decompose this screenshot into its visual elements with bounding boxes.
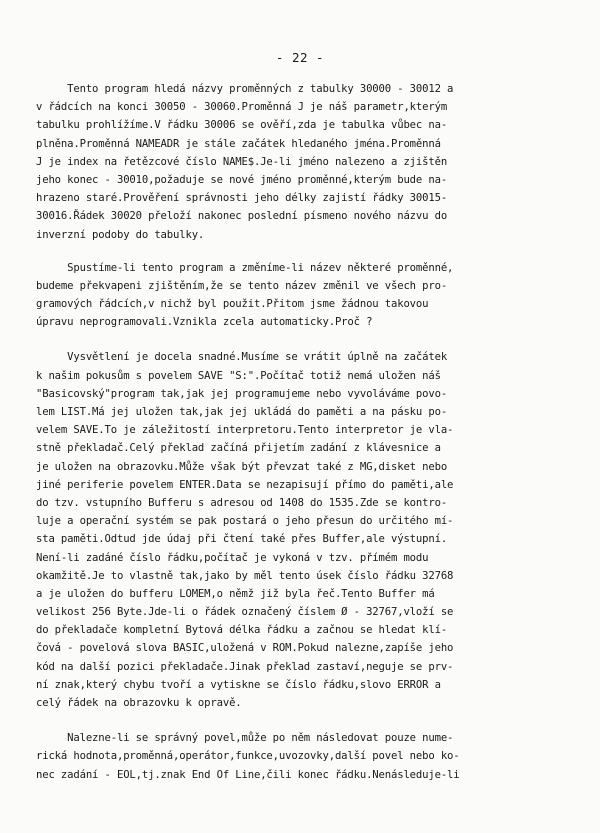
text-line: J je index na řetězcové číslo NAME$.Je-li jméno nalezeno a zjištěn xyxy=(36,155,448,168)
text-line: Nalezne-li se správný povel,může po něm následovat pouze nume- xyxy=(36,732,454,745)
text-line: je uložen na obrazovku.Může však být převzat také z MG,disket nebo xyxy=(36,460,448,473)
text-line: velem SAVE.To je záležitostí interpretoru.Tento interpretor je vla- xyxy=(36,424,454,437)
text-line: "Basicovský"program tak,jak jej programujeme nebo vyvoláváme povo- xyxy=(36,387,448,400)
paragraph-running-program xyxy=(36,259,576,332)
text-line: rická hodnota,proměnná,operátor,funkce,uvozovky,další povel nebo ko- xyxy=(36,750,460,763)
text-line: jiné periferie povelem ENTER.Data se nezapisují přímo do paměti,ale xyxy=(36,478,454,491)
text-line: 30016.Řádek 30020 přeloží nakonec poslední písmeno nového názvu do xyxy=(36,210,448,223)
text-line: plněna.Proměnná NAMEADR je stále začátek hledaného jména.Proměnná xyxy=(36,137,441,150)
body-text xyxy=(36,80,576,801)
text-line: a je uložen do bufferu LOMEM,o němž již byla řeč.Tento Buffer má xyxy=(36,587,435,600)
text-line: jeho konec - 30010,požaduje se nové jméno proměnné,kterým bude na- xyxy=(36,173,448,186)
text-line: inverzní podoby do tabulky. xyxy=(36,228,205,241)
text-line: Tento program hledá názvy proměnných z tabulky 30000 - 30012 a xyxy=(36,83,454,95)
text-line: gramových řádcích,v nichž byl použit.Přitom jsme žádnou takovou xyxy=(36,298,429,311)
text-line: tabulku prohlížíme.V řádku 30006 se ověří,zda je tabulka vůbec na- xyxy=(36,119,448,132)
text-line: Vysvětlení je docela snadné.Musíme se vrátit úplně na začátek xyxy=(36,351,448,364)
text-line: velikost 256 Byte.Jde-li o řádek označený číslem Ø - 32767,vloží se xyxy=(36,606,454,619)
text-line: lem LIST.Má jej uložen tak,jak jej ukládá do paměti a na pásku po- xyxy=(36,406,448,418)
text-line: kód na další pozici překladače.Jinak překlad zastaví,neguje se prv- xyxy=(36,660,454,673)
text-line: sta paměti.Odtud jde údaj při čtení také přes Buffer,ale výstupní. xyxy=(36,533,448,546)
text-line: okamžitě.Je to vlastně tak,jako by měl tento úsek číslo řádku 32768 xyxy=(36,569,454,582)
paragraph-explanation xyxy=(36,348,576,712)
text-line: k našim pokusům s povelem SAVE "S:".Počítač totiž nemá uložen náš xyxy=(36,369,441,382)
text-line: do tzv. vstupního Bufferu s adresou od 1408 do 1535.Zde se kontro- xyxy=(36,496,448,509)
paragraph-command-rules xyxy=(36,729,576,784)
text-line: Spustíme-li tento program a změníme-li název některé proměnné, xyxy=(36,261,454,274)
text-line: budeme překvapeni zjištěním,že se tento název změnil ve všech pro- xyxy=(36,279,448,292)
text-line: ní znak,který chybu tvoří a vytiskne se číslo řádku,slovo ERROR a xyxy=(36,678,441,691)
text-line: úpravu neprogramovali.Vznikla zcela automaticky.Proč ? xyxy=(36,316,373,329)
text-line: hrazeno staré.Prověření správnosti jeho délky zajistí řádky 30015- xyxy=(36,192,448,205)
paragraph-program-description xyxy=(36,80,576,244)
text-line: v řádcích na konci 30050 - 30060.Proměnná J je náš parametr,kterým xyxy=(36,101,448,114)
text-line: nec zadání - EOL,tj.znak End Of Line,čili konec řádku.Nenásleduje-li xyxy=(36,768,460,781)
text-line: luje a operační systém se pak postará o jeho přesun do určitého mí- xyxy=(36,515,454,528)
text-line: stně překladač.Celý překlad začíná přijetím zadání z klávesnice a xyxy=(36,442,441,455)
page-number: - 22 - xyxy=(275,50,325,65)
text-line: do překladače kompletní Bytová délka řádku a začnou se hledat klí- xyxy=(36,624,448,637)
text-line: celý řádek na obrazovku k opravě. xyxy=(36,697,242,709)
text-line: Není-li zadáné číslo řádku,počítač je vykoná v tzv. přímém modu xyxy=(36,551,429,564)
text-line: čová - povelová slova BASIC,uložená v ROM.Pokud nalezne,zapíše jeho xyxy=(36,642,454,655)
